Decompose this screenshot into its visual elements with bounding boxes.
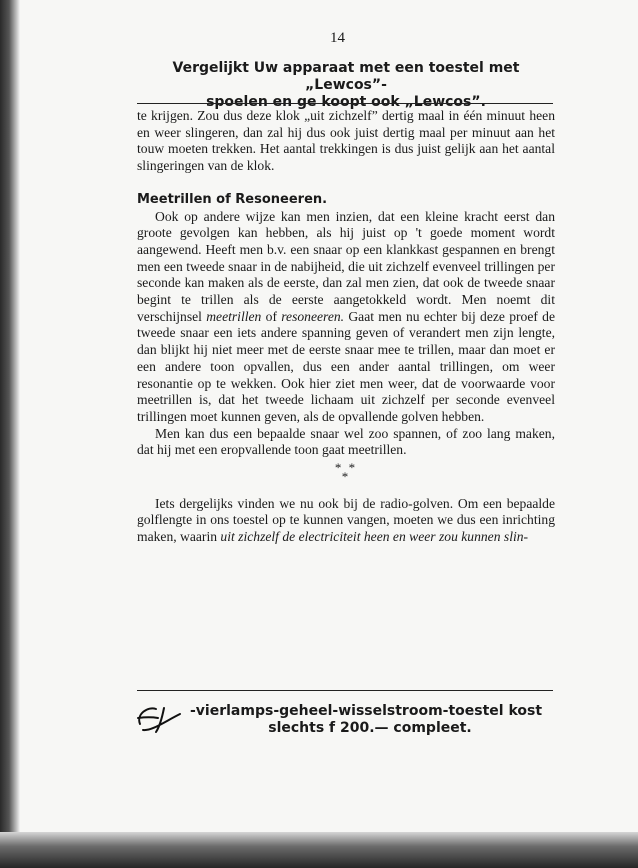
section-heading: Meetrillen of Resoneeren. bbox=[137, 191, 328, 207]
paragraph-4-part-a: Iets dergelijks vinden we nu ook bij de radio-golven. Om een bepaalde golflengte in ons toestel op te kunnen vangen, moeten we dus een inrichting maken, waarin bbox=[137, 495, 555, 545]
paragraph-2-part-b: Gaat men nu echter bij deze proef de tweede snaar een iets andere spanning geven of verandert men zijn lengte, dan blijkt hij niet meer met de eerste snaar mee te trillen, maar dan moet er een andere toon opvallen, dus een ander aantal trillingen, om weer resonantie op te wekken. Ook hier ziet men weer, dat de voorwaarde voor meetrillen is, dat het tweede lichaam uit zichzelf per seconde evenveel trillingen moet kunnen geven, als de opvallende golven hebben. bbox=[137, 308, 556, 424]
section-divider-stars bbox=[137, 460, 555, 486]
scan-bottom-edge bbox=[0, 832, 638, 868]
header-line-1: Vergelijkt Uw apparaat met een toestel met „Lewcos”- bbox=[172, 60, 520, 93]
paragraph-1: te krijgen. Zou dus deze klok „uit zichzelf” dertig maal in één minuut heen en weer slingeren, dan zal hij dus ook juist dertig maal per minuut aan het touw moeten trekken. Het aantal trekkingen is dus juist gelijk aan het aantal slingeringen van de klok. bbox=[137, 108, 555, 174]
paragraph-4-emphasis: uit zichzelf de electriciteit heen en weer zou kunnen slin- bbox=[220, 529, 529, 545]
body-text bbox=[137, 108, 555, 546]
footer-line-1: -vierlamps-geheel-wisselstroom-toestel kost bbox=[190, 703, 543, 719]
etafeen-logo-icon bbox=[134, 700, 184, 736]
term-resoneeren: resoneeren. bbox=[281, 308, 345, 324]
paragraph-2-part-a: Ook op andere wijze kan men inzien, dat een kleine kracht eerst dan groote gevolgen kan hebben, als hij juist op 't goede moment wordt aangewend. Heeft men b.v. een snaar op een klankkast gespannen en brengt men een tweede snaar in de nabijheid, die uit zichzelf evenveel trillingen per seconde kan maken als de eerste, dan zal men zien, dat ook de tweede snaar begint te trillen als de eerste aangetokkeld wordt. Men noemt dit verschijnsel bbox=[137, 208, 555, 324]
footer-line-2: slechts f 200.— compleet. bbox=[268, 720, 472, 736]
stars-text: * * * bbox=[334, 460, 358, 485]
scan-left-edge bbox=[0, 0, 20, 868]
footer-rule bbox=[137, 690, 553, 691]
paragraph-2-of: of bbox=[261, 308, 282, 324]
footer-advertisement bbox=[180, 703, 560, 737]
paragraph-4 bbox=[137, 496, 555, 546]
header-line-2: spoelen en ge koopt ook „Lewcos”. bbox=[206, 94, 486, 110]
paragraph-2 bbox=[137, 209, 555, 426]
page-number: 14 bbox=[330, 30, 345, 46]
term-meetrillen: meetrillen bbox=[206, 308, 262, 324]
header-rule bbox=[137, 103, 553, 104]
paragraph-3: Men kan dus een bepaalde snaar wel zoo spannen, of zoo lang maken, dat hij met een eropvallende toon gaat meetrillen. bbox=[137, 425, 555, 458]
